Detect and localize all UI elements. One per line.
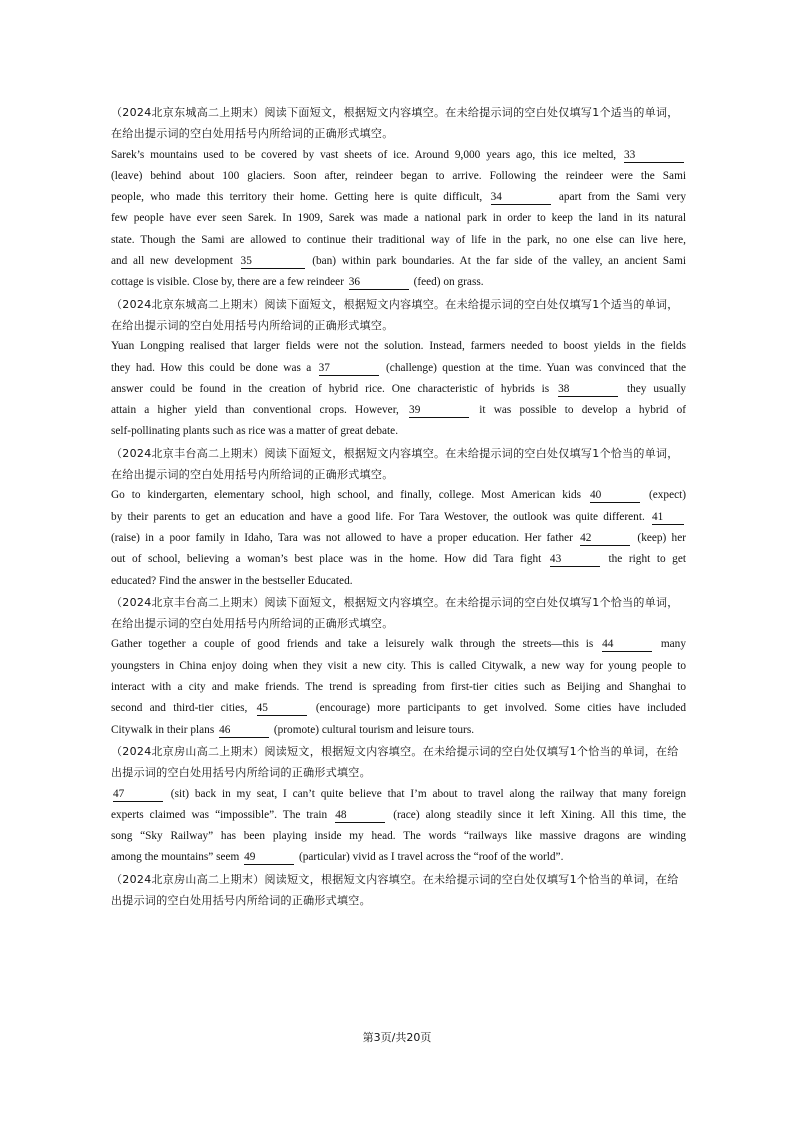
passage-line: and all new development 35 (ban) within park boundaries. At the far side of the valley, an ancient Sami [111,255,687,268]
passage-line: Sarek’s mountains used to be covered by vast sheets of ice. Around 9,000 years ago, this ice melted, 33 [111,145,686,166]
section-instruction: （2024北京东城高二上期末）阅读下面短文，根据短文内容填空。在未给提示词的空白处仅填写1个适当的单词，在给出提示词的空白处用括号内所给词的正确形式填空。 [111,106,679,141]
answer-blank-44[interactable]: 44 [602,638,652,652]
passage-line: educated? Find the answer in the bestseller Educated. [111,574,353,587]
passage-line: out of school, believing a woman’s best place was in the home. How did Tara fight 43 the right to get [111,553,686,566]
section-instruction: （2024北京房山高二上期末）阅读短文，根据短文内容填空。在未给提示词的空白处仅填写1个恰当的单词，在给出提示词的空白处用括号内所给词的正确形式填空。 [111,872,679,907]
passage-line: 47 (sit) back in my seat, I can’t quite believe that I’m about to travel along the railway that many foreign [113,787,686,800]
answer-blank-47[interactable]: 47 [113,788,163,802]
answer-blank-43[interactable]: 43 [550,553,600,567]
passage-line: (leave) behind about 100 glaciers. Soon after, reindeer began to arrive. Following the reindeer were the Sami [111,169,686,182]
answer-blank-48[interactable]: 48 [335,809,385,823]
exercise-section [111,102,686,294]
answer-blank-37[interactable]: 37 [319,362,379,376]
section-instruction: （2024北京丰台高二上期末）阅读下面短文，根据短文内容填空。在未给提示词的空白处仅填写1个恰当的单词，在给出提示词的空白处用括号内所给词的正确形式填空。 [111,595,679,631]
passage-line: Yuan Longping realised that larger fields were not the solution. Instead, farmers needed to boost yields in the fields [111,340,686,353]
exercise-section [111,592,686,741]
passage-line: answer could be found in the creation of hybrid rice. One characteristic of hybrids is 38 they usually [111,382,686,395]
passage-line: few people have ever seen Sarek. In 1909, Sarek was made a national park in order to keep the land in its natural [111,212,686,225]
answer-blank-33[interactable]: 33 [624,149,684,163]
passage-line: they had. How this could be done was a 37 (challenge) question at the time. Yuan was convinced that the [111,361,686,374]
exercise-section [111,741,686,869]
passage-line: Citywalk in their plans 46 (promote) cultural tourism and leisure tours. [111,723,475,736]
exercise-section [111,869,686,912]
answer-blank-41[interactable]: 41 [652,511,684,525]
section-instruction: （2024北京房山高二上期末）阅读短文，根据短文内容填空。在未给提示词的空白处仅填写1个恰当的单词，在给出提示词的空白处用括号内所给词的正确形式填空。 [111,744,679,780]
answer-blank-40[interactable]: 40 [590,489,640,503]
passage-line: Gather together a couple of good friends and take a leisurely walk through the streets—this is 44 many [111,638,686,651]
passage-line: (raise) in a poor family in Idaho, Tara was not allowed to have a proper education. Her father 42 (keep) her [111,531,686,544]
document-page [111,102,686,911]
passage-line: song “Sky Railway” has been playing inside my head. The words “railways like massive dragons are winding [111,830,686,843]
passage-line: self-pollinating plants such as rice was a matter of great debate. [111,425,399,438]
answer-blank-36[interactable]: 36 [349,276,409,290]
answer-blank-45[interactable]: 45 [257,702,307,716]
section-instruction: （2024北京东城高二上期末）阅读下面短文，根据短文内容填空。在未给提示词的空白处仅填写1个适当的单词，在给出提示词的空白处用括号内所给词的正确形式填空。 [111,297,679,332]
answer-blank-38[interactable]: 38 [558,383,618,397]
passage-line: experts claimed was “impossible”. The train 48 (race) along steadily since it left Xining. All this time, the [111,808,687,821]
passage-line: Go to kindergarten, elementary school, high school, and finally, college. Most American kids 40 (expect) [111,489,686,502]
answer-blank-49[interactable]: 49 [244,851,294,865]
passage-line: cottage is visible. Close by, there are a few reindeer 36 (feed) on grass. [111,276,484,289]
passage-line: by their parents to get an education and have a good life. For Tara Westover, the outlook was quite different. 41 [111,507,686,528]
answer-blank-46[interactable]: 46 [219,724,269,738]
exercise-section [111,443,686,592]
passage-line: people, who made this territory their home. Getting here is quite difficult, 34 apart from the Sami very [111,191,686,204]
answer-blank-39[interactable]: 39 [409,404,469,418]
section-instruction: （2024北京丰台高二上期末）阅读下面短文，根据短文内容填空。在未给提示词的空白处仅填写1个恰当的单词，在给出提示词的空白处用括号内所给词的正确形式填空。 [111,446,679,482]
passage-line: state. Though the Sami are allowed to continue their traditional way of life in the park, no one else can live here, [111,233,686,246]
passage-line: second and third-tier cities, 45 (encourage) more participants to get involved. Some cities have included [111,702,687,715]
page-footer: 第3页/共20页 [362,1031,432,1044]
exercise-section [111,294,686,443]
passage-line: youngsters in China enjoy doing when they visit a new city. This is called Citywalk, a new way for young people to [111,659,686,672]
answer-blank-35[interactable]: 35 [241,255,305,269]
passage-line: interact with a city and make friends. The trend is spreading from first-tier cities such as Beijing and Shanghai to [111,681,686,694]
answer-blank-34[interactable]: 34 [491,191,551,205]
passage-line: among the mountains” seem 49 (particular) vivid as I travel across the “roof of the world”. [111,851,564,864]
passage-line: attain a higher yield than conventional crops. However, 39 it was possible to develop a hybrid of [111,404,686,417]
answer-blank-42[interactable]: 42 [580,532,630,546]
